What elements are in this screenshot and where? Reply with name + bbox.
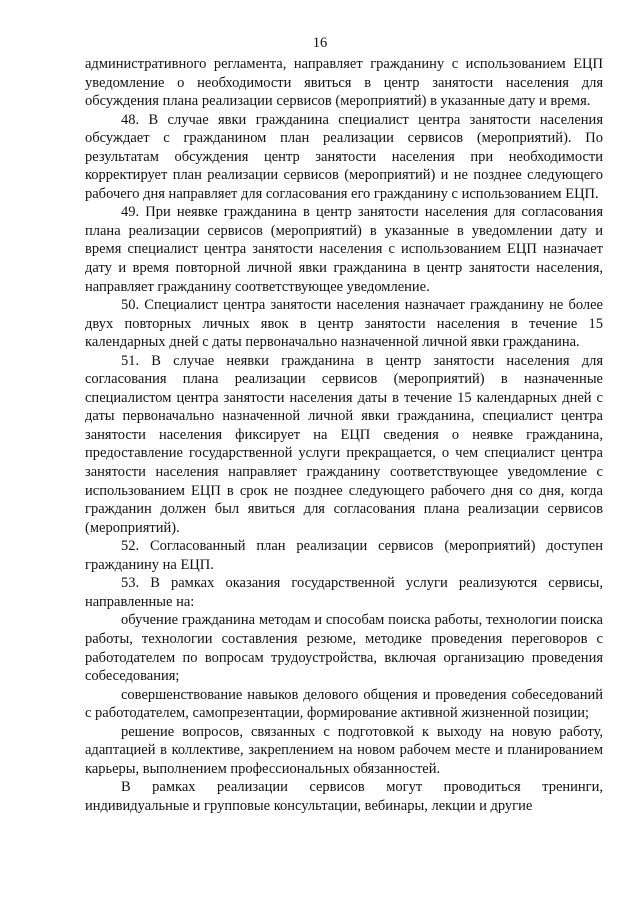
document-body bbox=[85, 55, 603, 815]
paragraph-52: 52. Согласованный план реализации сервисов (мероприятий) доступен гражданину на ЕЦП. bbox=[85, 538, 603, 573]
paragraph-continuation: административного регламента, направляет гражданину с использованием ЕЦП уведомление о необходимости явиться в центр занятости населения для обсуждения плана реализации сервисов (мероприятий) в указанные дату и время. bbox=[85, 56, 603, 110]
paragraph-53: 53. В рамках оказания государственной услуги реализуются сервисы, направленные на: bbox=[85, 575, 603, 610]
paragraph-48: 48. В случае явки гражданина специалист центра занятости населения обсуждает с гражданином план реализации сервисов (мероприятий). По результатам обсуждения центр занятости населения при необходимости корректирует план реализации сервисов (мероприятий) и не позднее следующего рабочего дня направляет для согласования его гражданину с использованием ЕЦП. bbox=[85, 111, 603, 202]
paragraph-50: 50. Специалист центра занятости населения назначает гражданину не более двух повторных личных явок в центр занятости населения в течение 15 календарных дней с даты первоначально назначенной личной явки гражданина. bbox=[85, 297, 603, 351]
list-item-training: обучение гражданина методам и способам поиска работы, технологии поиска работы, технологии составления резюме, методике проведения переговоров с работодателем по вопросам трудоустройства, включая организацию проведения собеседования; bbox=[85, 612, 603, 685]
paragraph-51: 51. В случае неявки гражданина в центр занятости населения для согласования плана реализации сервисов (мероприятий) в назначенные специалистом центра занятости населения даты в течение 15 календарных дней с даты первоначально назначенной личной явки гражданина, специалист центра занятости населения фиксирует на ЕЦП сведения о неявке гражданина, предоставление государственной услуги прекращается, о чем специалист центра занятости населения направляет гражданину соответствующее уведомление с использованием ЕЦП в срок не позднее следующего рабочего дня со дня, когда гражданин должен был явиться для согласования плана реализации сервисов (мероприятий). bbox=[85, 352, 603, 536]
paragraph-49: 49. При неявке гражданина в центр занятости населения для согласования плана реализации сервисов (мероприятий) в указанные в уведомлении дату и время специалист центра занятости населения с использованием ЕЦП назначает дату и время повторной личной явки гражданина в центр занятости населения, направляет гражданину соответствующее уведомление. bbox=[85, 204, 603, 295]
page-number: 16 bbox=[312, 35, 328, 51]
paragraph-services-forms: В рамках реализации сервисов могут проводиться тренинги, индивидуальные и групповые консультации, вебинары, лекции и другие bbox=[85, 779, 603, 814]
list-item-adaptation: решение вопросов, связанных с подготовкой к выходу на новую работу, адаптацией в коллективе, закреплением на новом рабочем месте и планированием карьеры, выполнением профессиональных обязанностей. bbox=[85, 723, 603, 777]
list-item-communication: совершенствование навыков делового общения и проведения собеседований с работодателем, самопрезентации, формирование активной жизненной позиции; bbox=[85, 686, 603, 722]
margin-mark bbox=[20, 312, 21, 313]
